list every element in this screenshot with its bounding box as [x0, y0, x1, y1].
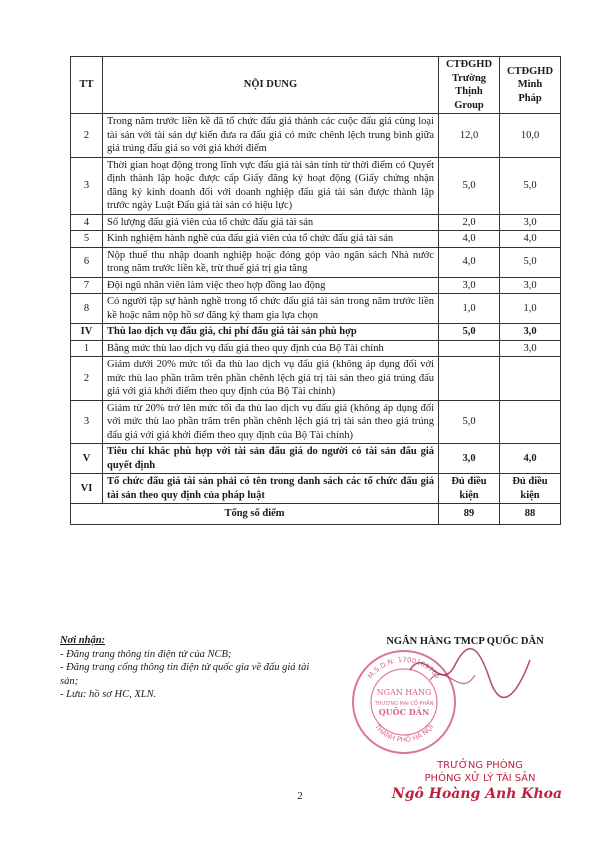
recipient-line: - Đăng trang thông tin điện tử của NCB; — [60, 648, 232, 660]
row-number: 6 — [71, 247, 103, 277]
row-score-a: 3,0 — [439, 444, 500, 474]
table-row — [71, 324, 561, 341]
row-content: Đội ngũ nhân viên làm việc theo hợp đồng lao động — [103, 277, 439, 294]
handwritten-signature — [400, 640, 540, 730]
page-number: 2 — [297, 790, 303, 802]
row-score-b: 1,0 — [500, 294, 561, 324]
table-row — [71, 400, 561, 444]
row-score-b: 10,0 — [500, 114, 561, 158]
row-content: Tổ chức đấu giá tài sản phải có tên trong danh sách các tổ chức đấu giá tài sản theo quy định của pháp luật — [103, 474, 439, 504]
row-number: 5 — [71, 231, 103, 248]
row-score-a — [439, 357, 500, 401]
row-content: Bằng mức thù lao dịch vụ đấu giá theo quy định của Bộ Tài chính — [103, 340, 439, 357]
row-score-b: 5,0 — [500, 157, 561, 214]
row-score-a: 4,0 — [439, 231, 500, 248]
row-number: 3 — [71, 400, 103, 444]
signer-title — [390, 759, 570, 785]
row-score-b: 3,0 — [500, 214, 561, 231]
total-score-b: 88 — [500, 504, 561, 525]
row-content: Trong năm trước liền kề đã tổ chức đấu giá thành các cuộc đấu giá cùng loại tài sản với tài sản dự kiến đưa ra đấu giá có mức chênh lệch trung bình giữa giá trúng đấu giá so với giá khởi điểm — [103, 114, 439, 158]
row-score-b — [500, 400, 561, 444]
row-score-a — [439, 340, 500, 357]
row-content: Giảm từ 20% trở lên mức tối đa thù lao dịch vụ đấu giá (không áp dụng đối với mức thù lao phần trăm trên phần chênh lệch giá trị tài sản theo giá trúng đấu giá với giá khởi điểm theo quy định của Bộ Tài chính) — [103, 400, 439, 444]
header-content: NỘI DUNG — [103, 57, 439, 114]
row-number: 1 — [71, 340, 103, 357]
row-score-b: 4,0 — [500, 231, 561, 248]
row-number: 7 — [71, 277, 103, 294]
total-score-a: 89 — [439, 504, 500, 525]
signer-title-line: TRƯỞNG PHÒNG — [437, 760, 523, 771]
table-row — [71, 294, 561, 324]
header-tt: TT — [71, 57, 103, 114]
header-org-b-line: Pháp — [518, 92, 542, 104]
header-org-b — [500, 57, 561, 114]
svg-text:QUỐC DÂN: QUỐC DÂN — [378, 707, 430, 717]
row-content: Kinh nghiệm hành nghề của đấu giá viên của tổ chức đấu giá tài sản — [103, 231, 439, 248]
table-row — [71, 444, 561, 474]
row-number: VI — [71, 474, 103, 504]
row-score-a: 2,0 — [439, 214, 500, 231]
row-content: Nộp thuế thu nhập doanh nghiệp hoặc đóng góp vào ngân sách Nhà nước trong năm trước liền kề, trừ thuế giá trị gia tăng — [103, 247, 439, 277]
row-score-a: 5,0 — [439, 324, 500, 341]
row-number: 8 — [71, 294, 103, 324]
signer-name: Ngô Hoàng Anh Khoa — [391, 786, 563, 802]
row-score-a: 12,0 — [439, 114, 500, 158]
row-score-b: Đủ điều kiện — [500, 474, 561, 504]
recipient-line: - Đăng trang cổng thông tin điện tử quốc gia về đấu giá tài sản; — [60, 662, 310, 687]
row-score-a: Đủ điều kiện — [439, 474, 500, 504]
table-row — [71, 231, 561, 248]
row-score-b — [500, 357, 561, 401]
table-row — [71, 357, 561, 401]
row-score-b: 3,0 — [500, 277, 561, 294]
signer-title-line: PHÒNG XỬ LÝ TÀI SẢN — [424, 773, 536, 784]
table-row — [71, 340, 561, 357]
row-content: Thời gian hoạt động trong lĩnh vực đấu giá tài sản tính từ thời điểm có Quyết định thành lập hoặc được cấp Giấy đăng ký hoạt động (Giấy chứng nhận đăng ký kinh doanh đối với doanh nghiệp đấu giá tài sản được thành lập trước ngày Luật Đấu giá tài sản có hiệu lực) — [103, 157, 439, 214]
row-score-b: 5,0 — [500, 247, 561, 277]
row-content: Tiêu chí khác phù hợp với tài sản đấu giá do người có tài sản đấu giá quyết định — [103, 444, 439, 474]
row-content: Thù lao dịch vụ đấu giá, chi phí đấu giá tài sản phù hợp — [103, 324, 439, 341]
bank-name: NGÂN HÀNG TMCP QUỐC DÂN — [386, 636, 544, 647]
table-row — [71, 157, 561, 214]
row-number: 3 — [71, 157, 103, 214]
recipients-title: Nơi nhận: — [60, 635, 106, 646]
svg-text:M.S.D.N: 1700169765: M.S.D.N: 1700169765 — [366, 655, 442, 681]
total-row — [71, 504, 561, 525]
table-row — [71, 474, 561, 504]
recipients-block — [60, 634, 315, 702]
row-content: Số lượng đấu giá viên của tổ chức đấu giá tài sản — [103, 214, 439, 231]
criteria-table — [70, 56, 561, 525]
row-score-a: 5,0 — [439, 157, 500, 214]
table-header-row — [71, 57, 561, 114]
row-number: IV — [71, 324, 103, 341]
row-content: Giảm dưới 20% mức tối đa thù lao dịch vụ đấu giá (không áp dụng đối với mức thù lao phần trăm trên phần chênh lệch giá trị tài sản theo giá trúng đấu giá với giá khởi điểm theo quy định của Bộ Tài chính) — [103, 357, 439, 401]
row-number: 4 — [71, 214, 103, 231]
row-number: V — [71, 444, 103, 474]
row-score-b: 4,0 — [500, 444, 561, 474]
svg-text:THƯƠNG MẠI CỔ PHẦN: THƯƠNG MẠI CỔ PHẦN — [374, 701, 434, 707]
row-score-a: 3,0 — [439, 277, 500, 294]
header-org-a — [439, 57, 500, 114]
table-row — [71, 277, 561, 294]
total-label: Tổng số điểm — [71, 504, 439, 525]
row-score-b: 3,0 — [500, 324, 561, 341]
row-number: 2 — [71, 357, 103, 401]
header-org-a-line: Thịnh Group — [454, 86, 484, 111]
table-row — [71, 114, 561, 158]
row-score-b: 3,0 — [500, 340, 561, 357]
header-org-b-line: Minh — [517, 79, 543, 91]
row-score-a: 4,0 — [439, 247, 500, 277]
row-score-a: 1,0 — [439, 294, 500, 324]
svg-text:NGÂN HÀNG: NGÂN HÀNG — [376, 688, 432, 697]
recipient-line: - Lưu: hồ sơ HC, XLN. — [60, 689, 157, 700]
table-row — [71, 214, 561, 231]
header-org-a-line: CTĐGHD — [445, 59, 493, 70]
header-org-a-line: Trường — [451, 72, 487, 84]
table-row — [71, 247, 561, 277]
header-org-b-line: CTĐGHD — [506, 65, 554, 77]
row-score-a: 5,0 — [439, 400, 500, 444]
row-number: 2 — [71, 114, 103, 158]
row-content: Có người tập sự hành nghề trong tổ chức đấu giá tài sản trong năm trước liền kề hoặc năm nộp hồ sơ đăng ký tham gia lựa chọn — [103, 294, 439, 324]
svg-text:THÀNH PHỐ HÀ NỘI: THÀNH PHỐ HÀ NỘI — [372, 722, 436, 745]
